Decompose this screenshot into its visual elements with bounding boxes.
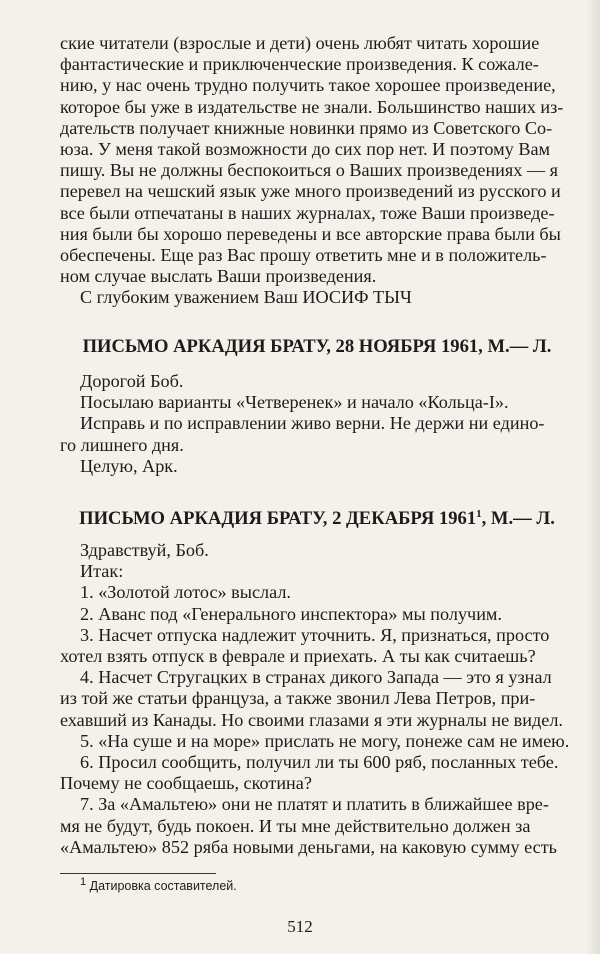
list-item: 5. «На суше и на море» прислать не могу, понеже сам не имею. — [80, 730, 570, 751]
text-line: нию, у нас очень трудно получить такое хорошее произведение, — [60, 75, 556, 96]
footnote-text: Датировка составителей. — [89, 879, 237, 893]
letter2-intro: Итак: — [80, 561, 124, 582]
text-line: ном случае выслать Ваши произведения. — [60, 266, 377, 287]
text-line: го лишнего дня. — [60, 434, 184, 455]
letter1-paragraph: Посылаю варианты «Четверенек» и начало «Кольца-I». — [80, 392, 509, 413]
letter1-heading: ПИСЬМО АРКАДИЯ БРАТУ, 28 НОЯБРЯ 1961, М.— Л. — [82, 336, 552, 357]
text-line: пишу. Вы не должны беспокоиться о Ваших произведениях — я — [60, 160, 559, 181]
text-line: дательств получает книжные новинки прямо из Советского Со- — [60, 117, 553, 138]
text-line: из той же статьи француза, а также звонил Лева Петров, при- — [60, 688, 536, 709]
footnote-marker: 1 — [476, 507, 482, 520]
letter2-title-suffix: , М.— Л. — [481, 508, 555, 529]
text-line: фантастические и приключенческие произведения. К сожале- — [60, 54, 539, 75]
list-item: 6. Просил сообщить, получил ли ты 600 ряб, посланных тебе. — [80, 752, 559, 773]
text-line: Исправь и по исправлении живо верни. Не держи ни едино- — [80, 413, 545, 434]
letter1-greeting: Дорогой Боб. — [80, 371, 184, 391]
list-item: 7. За «Амальтею» они не платят и платить в ближайшее вре- — [80, 794, 549, 815]
letter1-closing: Целую, Арк. — [80, 455, 178, 476]
letter1-body — [60, 371, 574, 477]
text-line: хотел взять отпуск в феврале и приехать. А ты как считаешь? — [60, 646, 536, 667]
text-line: мя не будут, будь покоен. И ты мне действительно должен за — [60, 815, 531, 836]
letter-tych-continuation — [60, 33, 574, 309]
text-line: ехавший из Канады. Но своими глазами я эти журналы не видел. — [60, 709, 563, 730]
letter2-title: ПИСЬМО АРКАДИЯ БРАТУ, 2 ДЕКАБРЯ 1961 — [79, 508, 477, 529]
letter-signature: С глубоким уважением Ваш ИОСИФ ТЫЧ — [80, 287, 412, 308]
text-line: все были отпечатаны в наших журналах, тоже Ваши произведе- — [60, 202, 555, 223]
list-item: 2. Аванс под «Генерального инспектора» мы получим. — [80, 603, 502, 624]
text-line: ские читатели (взрослые и дети) очень любят читать хорошие — [60, 33, 540, 53]
list-item: 4. Насчет Стругацких в странах дикого Запада — это я узнал — [80, 667, 552, 688]
text-line: которое бы уже в издательстве не знали. Большинство наших из- — [60, 96, 564, 117]
letter2-heading — [60, 508, 574, 530]
text-line: «Амальтею» 852 ряба новыми деньгами, на каковую сумму есть — [60, 836, 557, 857]
letter2-greeting: Здравствуй, Боб. — [80, 540, 209, 560]
footnote-number: 1 — [80, 875, 87, 888]
text-line: юза. У меня такой возможности до сих пор нет. И поэтому Вам — [60, 139, 551, 160]
text-line: перевел на чешский язык уже много произведений из русского и — [60, 181, 561, 202]
page-edge-shadow — [586, 0, 600, 954]
list-item: 1. «Золотой лотос» выслал. — [80, 582, 291, 603]
footnote-divider — [60, 873, 216, 874]
letter2-body — [60, 540, 574, 858]
list-item: 3. Насчет отпуска надлежит уточнить. Я, признаться, просто — [80, 624, 550, 645]
text-line: ния были бы хорошо переведены и все авторские права были бы — [60, 223, 561, 244]
text-line: Почему не сообщаешь, скотина? — [60, 773, 312, 794]
text-line: обеспечены. Еще раз Вас прошу ответить мне и в положитель- — [60, 245, 547, 266]
page-number: 512 — [287, 917, 313, 936]
footnote — [80, 875, 237, 894]
